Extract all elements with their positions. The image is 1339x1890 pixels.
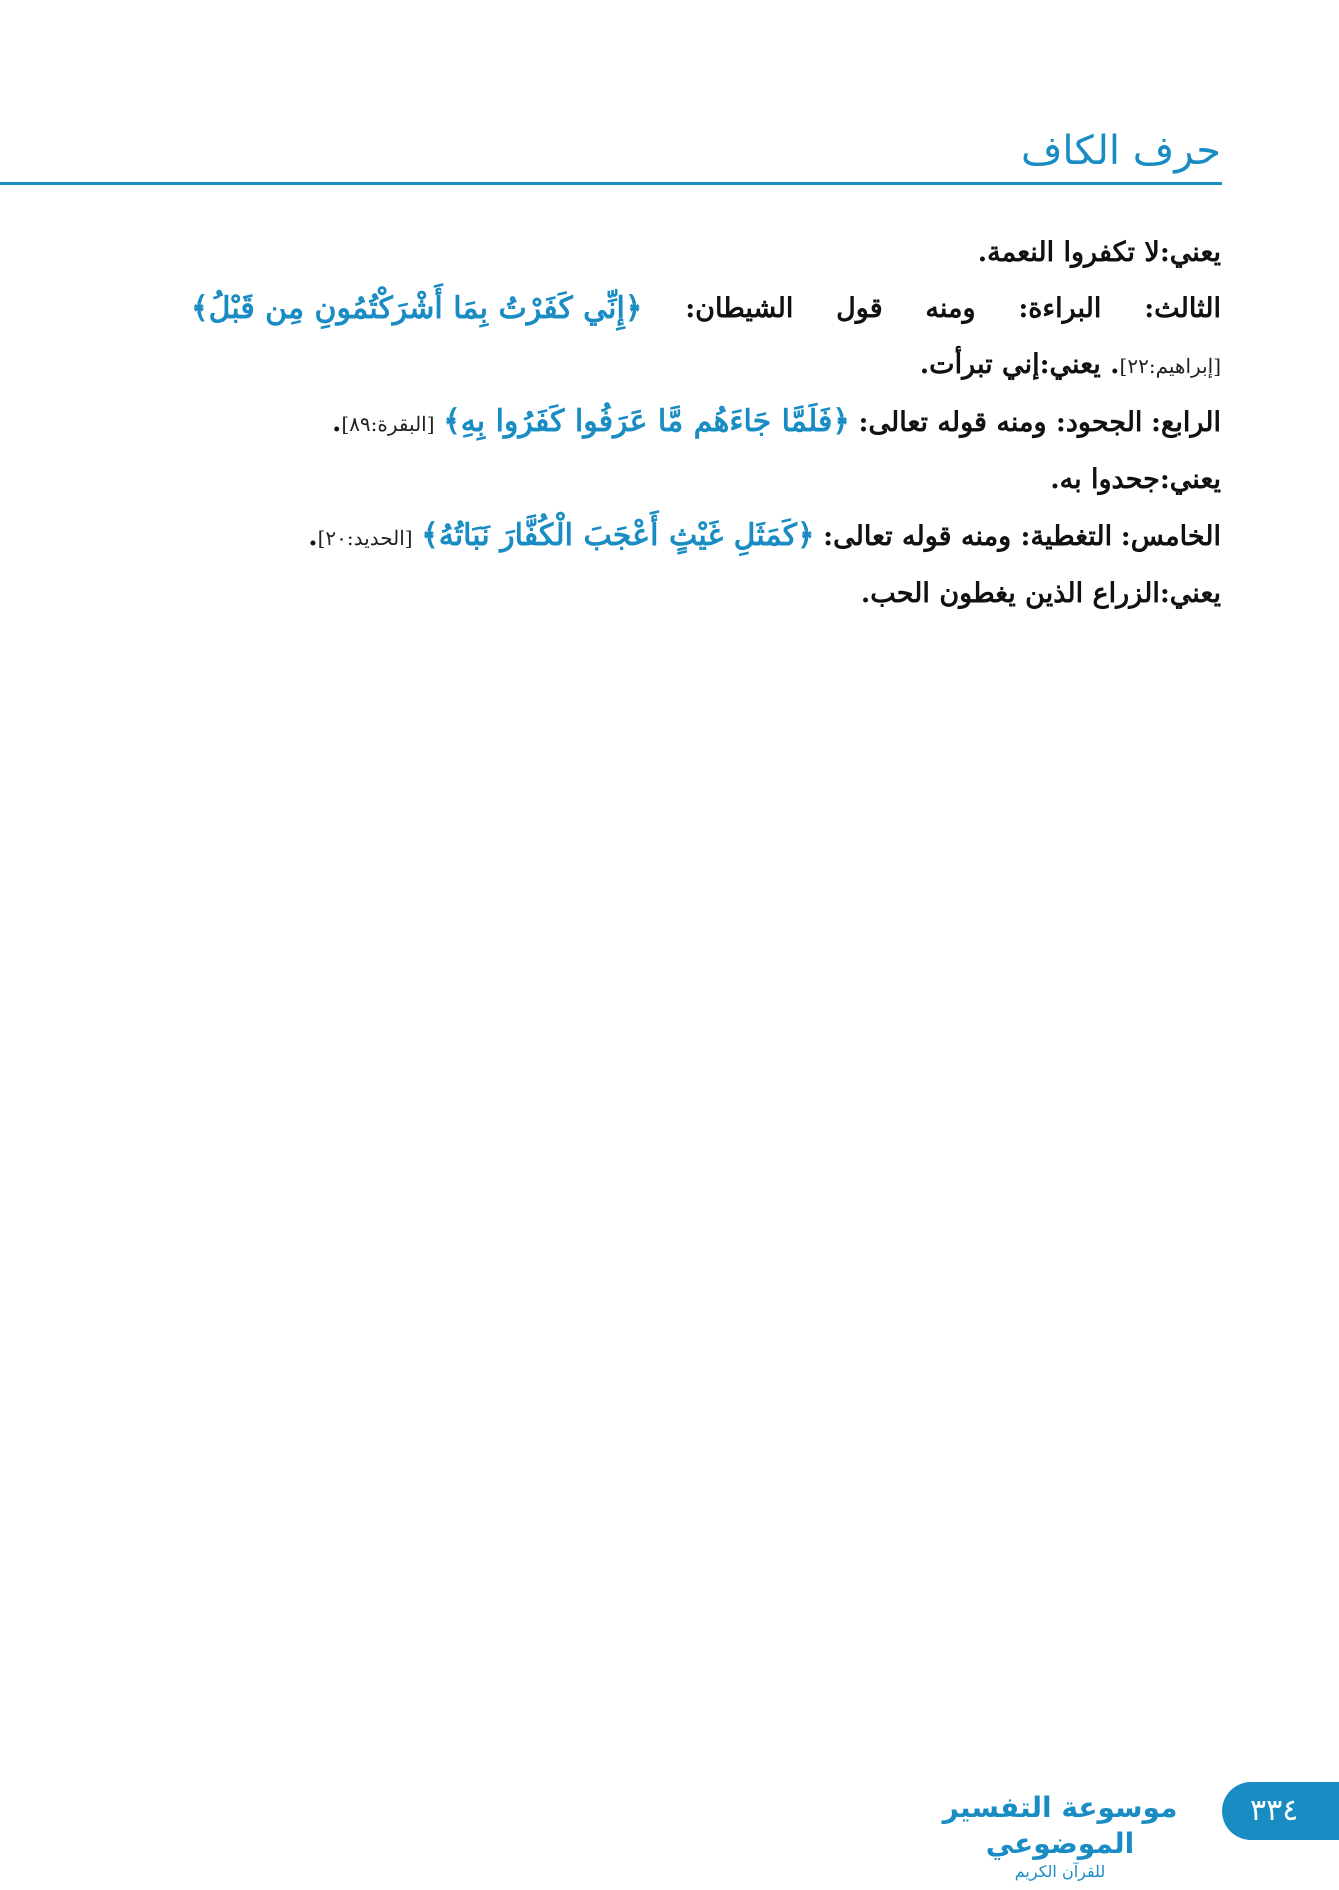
verse-reference: [البقرة:٨٩] xyxy=(341,412,435,436)
line-text: . يعني:إني تبرأت. xyxy=(919,349,1120,380)
paragraph-line-5 xyxy=(191,452,1221,508)
line-label: الثالث: xyxy=(1144,293,1221,324)
verse-reference: [الحديد:٢٠] xyxy=(317,526,413,550)
logo-title: موسوعة التفسير الموضوعي xyxy=(942,1791,1178,1860)
page-number-tab xyxy=(1222,1782,1339,1840)
encyclopedia-logo xyxy=(940,1790,1180,1882)
quran-verse: ﴿إِنِّي كَفَرْتُ بِمَا أَشْرَكْتُمُونِ مِن قَبْلُ﴾ xyxy=(191,291,643,326)
line-text: التغطية: ومنه قوله تعالى: xyxy=(823,521,1113,552)
page-number: ٣٣٤ xyxy=(1250,1793,1299,1828)
verse-reference: [إبراهيم:٢٢] xyxy=(1119,354,1221,378)
line-word: ومنه xyxy=(925,293,976,324)
line-word: الشيطان: xyxy=(685,293,794,324)
paragraph-line-1 xyxy=(191,225,1221,281)
logo-subtitle: للقرآن الكريم xyxy=(1014,1862,1106,1881)
line-label: يعني: xyxy=(1159,237,1221,268)
line-label: الخامس: xyxy=(1120,521,1221,552)
line-text: الجحود: ومنه قوله تعالى: xyxy=(858,407,1143,438)
paragraph-line-7 xyxy=(191,566,1221,622)
line-label: الرابع: xyxy=(1151,407,1221,438)
paragraph-line-6 xyxy=(191,508,1221,566)
line-text: جحدوا به. xyxy=(1050,464,1160,495)
quran-verse: ﴿فَلَمَّا جَاءَهُم مَّا عَرَفُوا كَفَرُوا بِهِ﴾ xyxy=(443,404,850,439)
line-word: قول xyxy=(836,293,883,324)
paragraph-line-4 xyxy=(191,394,1221,452)
line-label: يعني: xyxy=(1159,464,1221,495)
quran-verse: ﴿كَمَثَلِ غَيْثٍ أَعْجَبَ الْكُفَّارَ نَبَاتُهُ﴾ xyxy=(421,518,815,553)
page-header-title: حرف الكاف xyxy=(1020,128,1221,174)
line-end: . xyxy=(308,521,318,552)
line-text: الزراع الذين يغطون الحب. xyxy=(860,578,1160,609)
line-end: . xyxy=(331,407,342,438)
line-label: يعني: xyxy=(1159,578,1221,609)
header-divider xyxy=(0,182,1222,185)
paragraph-line-3 xyxy=(191,337,1221,394)
paragraph-line-2 xyxy=(191,281,1221,337)
page-body xyxy=(191,225,1221,622)
line-text: لا تكفروا النعمة. xyxy=(977,237,1160,268)
line-word: البراءة: xyxy=(1018,293,1102,324)
